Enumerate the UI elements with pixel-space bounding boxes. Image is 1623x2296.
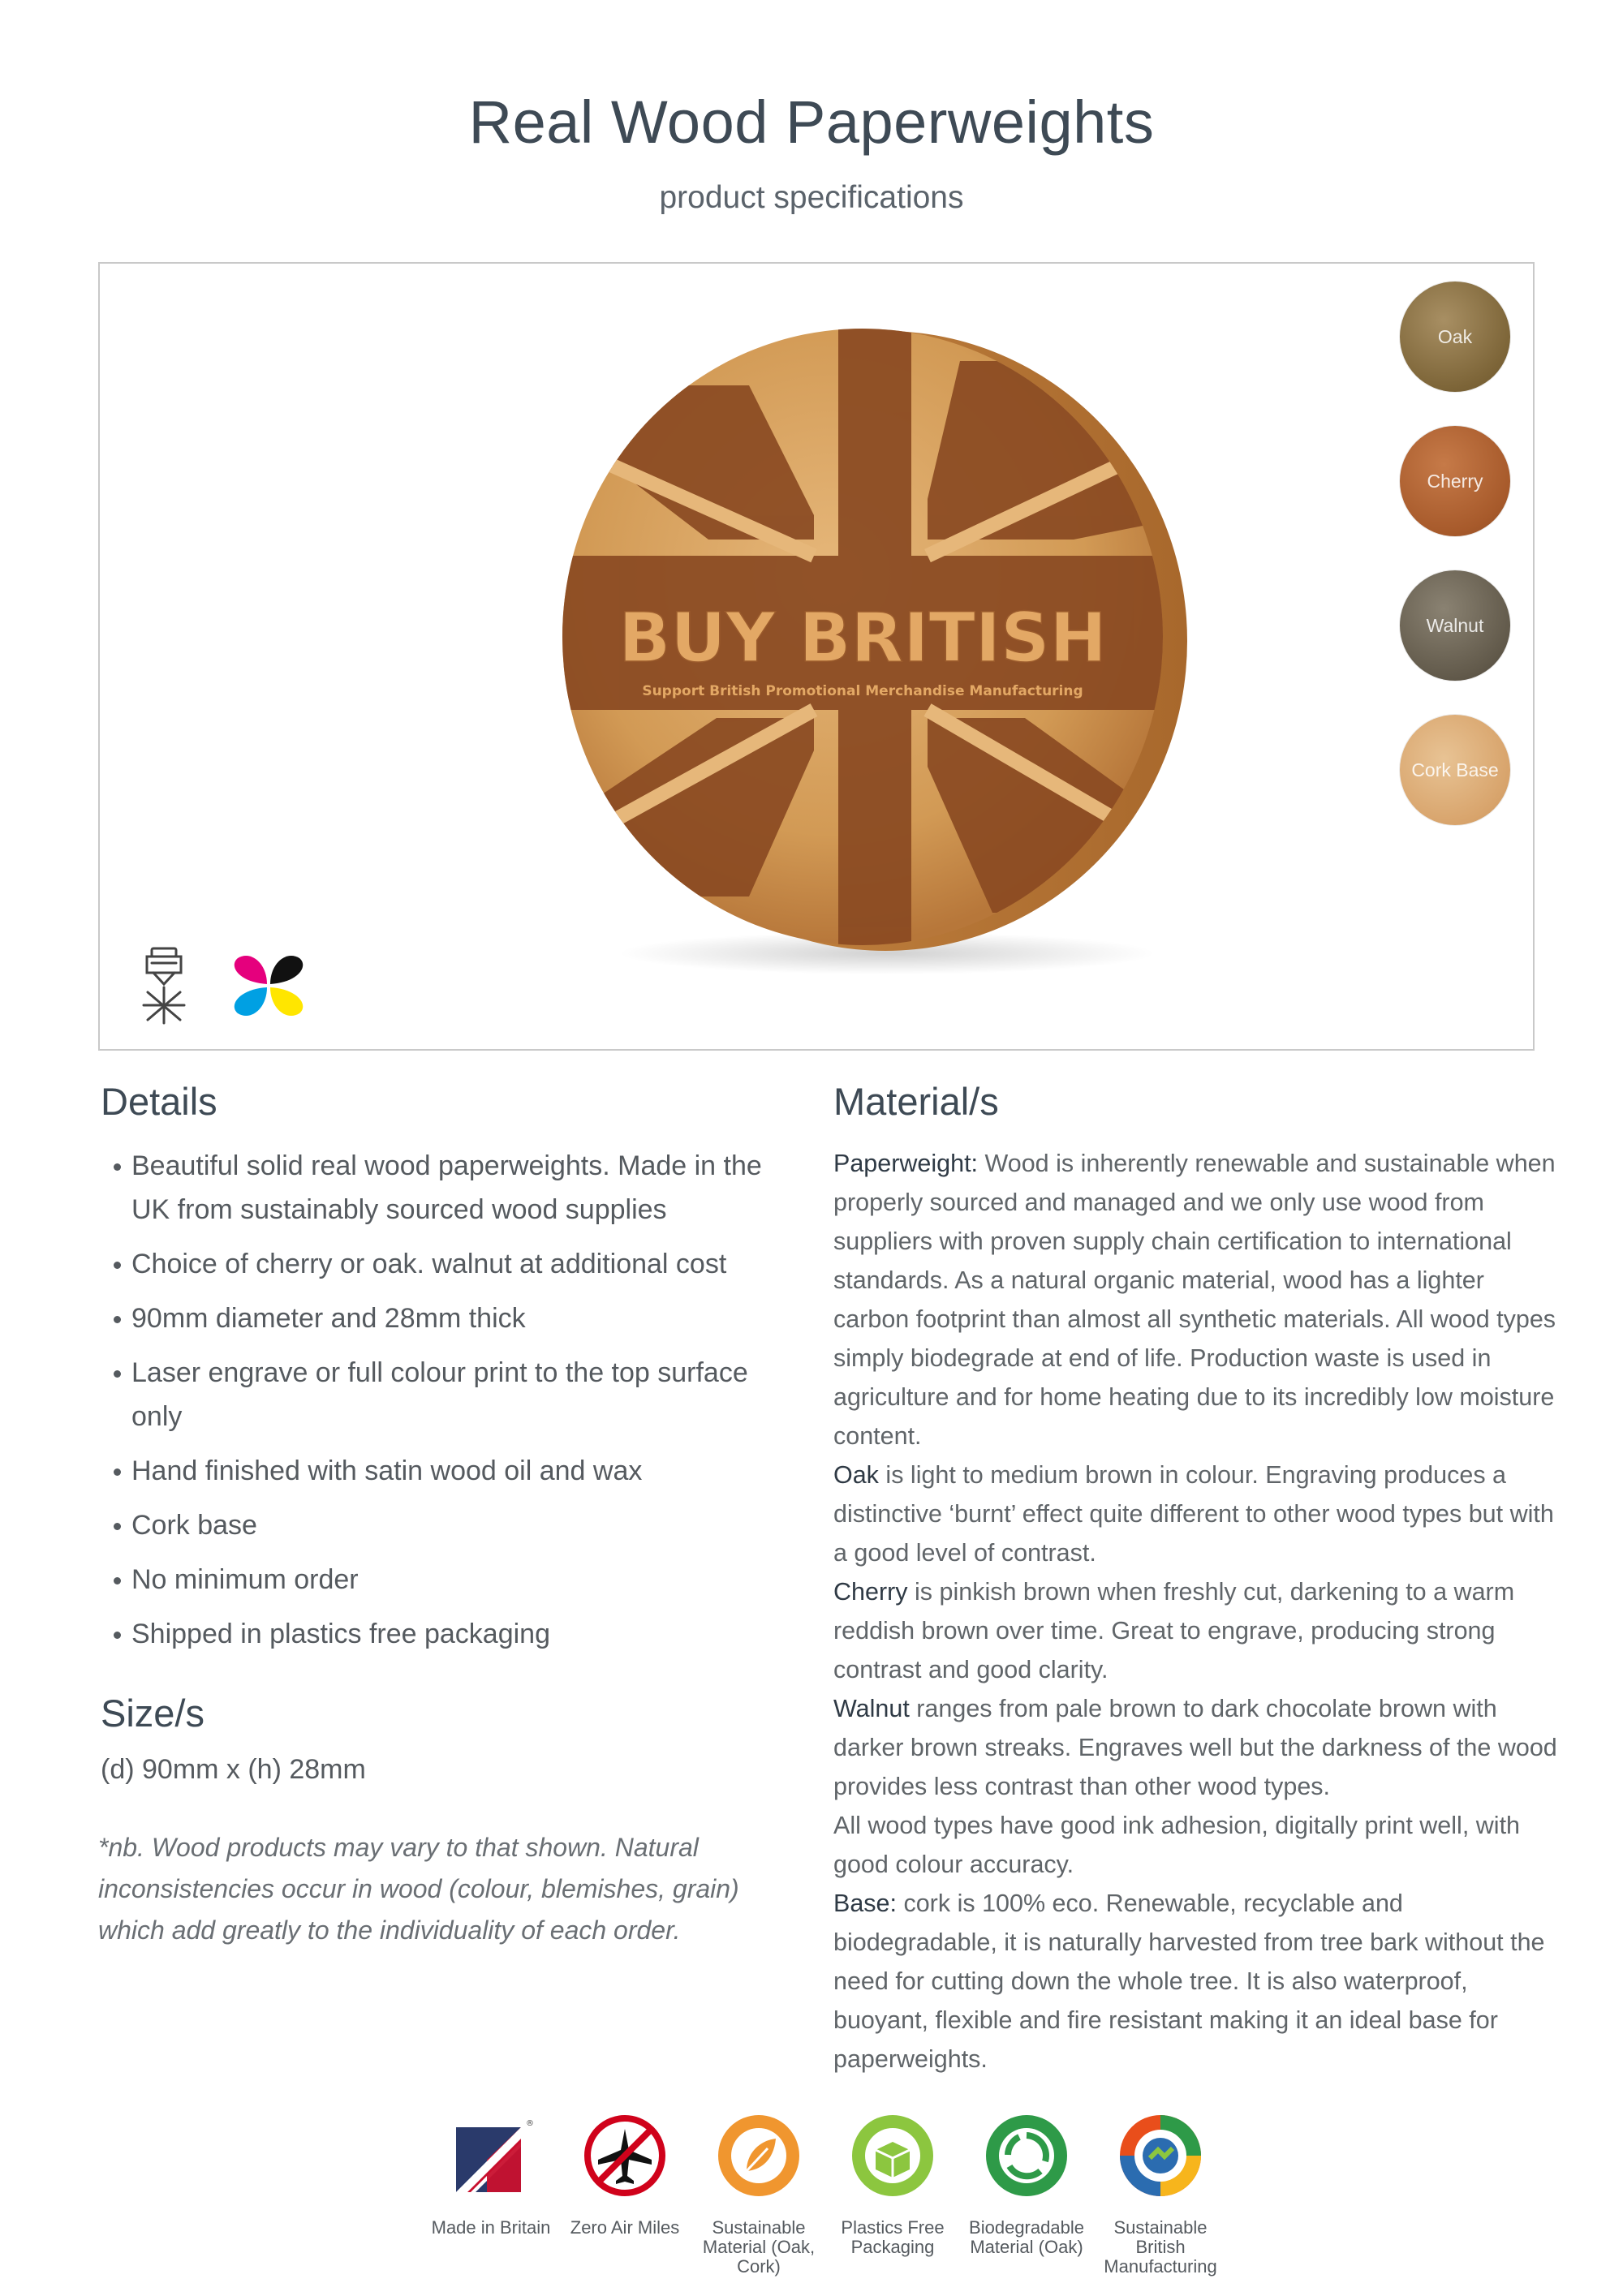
materials-text	[833, 1144, 1564, 2079]
engraved-subline: Support British Promotional Merchandise Manufacturing	[642, 683, 1083, 699]
list-item: Beautiful solid real wood paperweights. Made in the UK from sustainably sourced wood supplies	[107, 1144, 797, 1232]
made-in-britain-icon	[446, 2111, 536, 2200]
material-text: Wood is inherently renewable and sustainable when properly sourced and managed and we only use wood from suppliers with proven supply chain certification to international standards. As a natural organic material, wood has a lighter carbon footprint than almost all synthetic materials. All wood types simply biodegrade at end of life. Production waste is used in agriculture and for home heating due to its incredibly low moisture content.	[833, 1150, 1556, 1450]
material-paragraph	[833, 1572, 1564, 1689]
sizes-heading: Size/s	[101, 1692, 204, 1735]
paperweight-illustration	[506, 312, 1236, 994]
swatch-cork-base	[1400, 715, 1510, 825]
badge-caption: Biodegradable Material (Oak)	[969, 2217, 1084, 2257]
page-subtitle: product specifications	[659, 180, 964, 215]
engraved-headline: BUY BRITISH	[618, 598, 1107, 677]
badge-caption: Plastics Free Packaging	[841, 2217, 945, 2257]
details-heading: Details	[101, 1080, 217, 1123]
list-item: Laser engrave or full colour print to the top surface only	[107, 1351, 797, 1438]
swatch-walnut	[1400, 570, 1510, 681]
material-text: is light to medium brown in colour. Engraving produces a distinctive ‘burnt’ effect quite different to other wood types but with a good level of contrast.	[833, 1461, 1554, 1567]
materials-heading: Material/s	[833, 1080, 999, 1123]
registered-mark: ®	[526, 2119, 534, 2128]
swatch-label: Walnut	[1426, 614, 1484, 636]
material-paragraph	[833, 1689, 1564, 1806]
material-paragraph	[833, 1884, 1564, 2079]
material-paragraph	[833, 1144, 1564, 1455]
zero-air-miles-icon	[580, 2111, 669, 2200]
swatch-label: Cork Base	[1411, 759, 1499, 780]
material-label: Cherry	[833, 1578, 908, 1606]
badge-caption: Made in Britain	[431, 2217, 551, 2238]
list-item: Shipped in plastics free packaging	[107, 1612, 797, 1656]
swatch-label: Oak	[1437, 325, 1473, 347]
list-item: Choice of cherry or oak. walnut at additional cost	[107, 1242, 797, 1286]
page-title: Real Wood Paperweights	[468, 88, 1155, 156]
details-list	[107, 1144, 797, 1666]
laser-engrave-icon	[136, 945, 192, 1026]
list-item: No minimum order	[107, 1558, 797, 1602]
material-label: Paperweight:	[833, 1150, 979, 1177]
swatch-label: Cherry	[1427, 470, 1483, 492]
swatch-oak	[1400, 282, 1510, 392]
material-paragraph	[833, 1806, 1564, 1884]
badge-sustainable-british-manufacturing	[1091, 2111, 1229, 2277]
biodegradable-material-icon	[982, 2111, 1071, 2200]
material-paragraph	[833, 1455, 1564, 1572]
material-label: Oak	[833, 1461, 879, 1489]
sustainable-material-icon	[714, 2111, 803, 2200]
eco-badges	[422, 2111, 1217, 2277]
badge-zero-air-miles	[556, 2111, 694, 2238]
material-text: cork is 100% eco. Renewable, recyclable and biodegradable, it is naturally harvested from tree bark without the need for cutting down the whole tree. It is also waterproof, buoyant, flexible and fire resistant making it an ideal base for paperweights.	[833, 1890, 1545, 2073]
product-photo	[506, 312, 1236, 994]
badge-caption: Sustainable British Manufacturing	[1104, 2217, 1217, 2277]
material-text: is pinkish brown when freshly cut, darkening to a warm reddish brown over time. Great to engrave, producing strong contrast and good clarity.	[833, 1578, 1515, 1683]
variation-note: *nb. Wood products may vary to that shown. Natural inconsistencies occur in wood (colour, blemishes, grain) which add greatly to the individuality of each order.	[98, 1833, 739, 1945]
badge-sustainable-material	[690, 2111, 828, 2277]
badge-made-in-britain	[422, 2111, 560, 2238]
badge-biodegradable-material	[958, 2111, 1096, 2257]
list-item: Cork base	[107, 1503, 797, 1547]
material-label: Walnut	[833, 1695, 910, 1722]
material-label: Base:	[833, 1890, 897, 1917]
full-colour-print-icon	[230, 947, 308, 1025]
material-text: All wood types have good ink adhesion, digitally print well, with good colour accuracy.	[833, 1812, 1521, 1878]
list-item: 90mm diameter and 28mm thick	[107, 1296, 797, 1340]
product-image-panel	[98, 262, 1535, 1051]
sustainable-british-manufacturing-icon	[1116, 2111, 1205, 2200]
list-item: Hand finished with satin wood oil and wax	[107, 1449, 797, 1493]
badge-caption: Sustainable Material (Oak, Cork)	[702, 2217, 816, 2277]
plastics-free-packaging-icon	[848, 2111, 937, 2200]
material-text: ranges from pale brown to dark chocolate brown with darker brown streaks. Engraves well but the darkness of the wood provides less contrast than other wood types.	[833, 1695, 1557, 1800]
badge-plastics-free-packaging	[824, 2111, 962, 2257]
swatch-cherry	[1400, 426, 1510, 536]
badge-caption: Zero Air Miles	[570, 2217, 680, 2238]
size-value: (d) 90mm x (h) 28mm	[101, 1754, 366, 1785]
